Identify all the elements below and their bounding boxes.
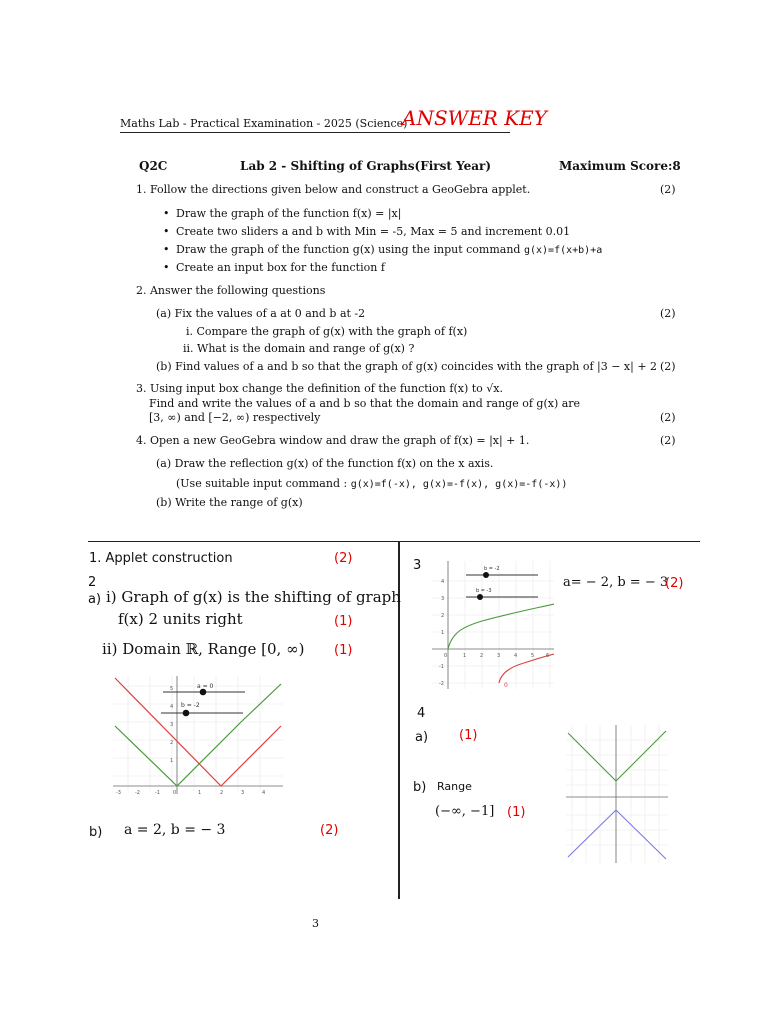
a4-b-answer: (−∞, −1] xyxy=(435,804,495,819)
q1-bullet-1: • Draw the graph of the function f(x) = |x| xyxy=(176,207,401,220)
graph-3-xtick: 4 xyxy=(514,653,518,659)
q3-line2: Find and write the values of a and b so that the domain and range of g(x) are xyxy=(149,397,581,410)
graph-4-reflection xyxy=(566,725,668,863)
graph-3-slider-bottom-handle xyxy=(477,594,483,600)
q1-bullet-3: • Draw the graph of the function g(x) using the input command g(x)=f(x+b)+a xyxy=(176,243,602,256)
graph-1-xtick: 1 xyxy=(198,790,202,796)
a3-answer: a= − 2, b = − 3 xyxy=(563,575,669,590)
a4-b-label: Range xyxy=(437,780,472,793)
q2a-score: (2) xyxy=(660,307,676,320)
graph-3-ytick: -1 xyxy=(439,664,444,670)
graph-1-xtick: 4 xyxy=(262,790,266,796)
graph-1-ytick: 4 xyxy=(170,704,174,710)
a4-number: 4 xyxy=(417,706,426,721)
answer-divider-horizontal xyxy=(88,541,700,542)
graph-3-point-label: 0 xyxy=(504,682,508,689)
q2-text: 2. Answer the following questions xyxy=(136,284,326,297)
graph-1-xtick: -2 xyxy=(135,790,140,796)
q4-text: 4. Open a new GeoGebra window and draw the graph of f(x) = |x| + 1. xyxy=(136,434,530,447)
q4b-text: (b) Write the range of g(x) xyxy=(156,496,303,509)
a2-number: 2 xyxy=(88,575,97,590)
q4a-cmd: (Use suitable input command : g(x)=f(-x), g(x)=-f(x), g(x)=-f(-x)) xyxy=(176,477,568,490)
graph-3-ytick: 1 xyxy=(441,630,445,636)
graph-1-f-line xyxy=(115,684,281,786)
graph-4-f-line xyxy=(568,731,666,781)
page-number: 3 xyxy=(312,917,319,930)
a2-i-line2: f(x) 2 units right xyxy=(118,610,243,628)
graph-1-xtick: 2 xyxy=(220,790,224,796)
q3-score: (2) xyxy=(660,411,676,424)
graph-3-xtick: 1 xyxy=(463,653,467,659)
graph-4-g-line xyxy=(568,810,666,859)
graph-3-xtick: 6 xyxy=(546,653,550,659)
graph-1-ytick: 2 xyxy=(170,740,174,746)
a4-part-a: a) xyxy=(415,730,429,745)
graph-3-slider-bottom-label: b = -3 xyxy=(476,588,492,594)
graph-3-slider-top-handle xyxy=(483,572,489,578)
a2-i-score: (1) xyxy=(334,614,353,629)
graph-3-xtick: 0 xyxy=(444,653,448,659)
a3-number: 3 xyxy=(413,558,422,573)
graph-3-ytick: -2 xyxy=(439,681,444,687)
a3-score: (2) xyxy=(665,576,684,591)
graph-1-xtick: 0 xyxy=(173,790,177,796)
a4-b-score: (1) xyxy=(507,805,526,820)
q2a-ii: ii. What is the domain and range of g(x) ? xyxy=(183,342,415,355)
a1-label: 1. Applet construction xyxy=(89,551,233,566)
graph-3-xtick: 3 xyxy=(497,653,501,659)
header-underline xyxy=(120,132,510,133)
graph-3-f-curve xyxy=(448,604,554,649)
graph-1-g-line xyxy=(115,678,281,786)
graph-3-sqrt-shift xyxy=(432,561,554,689)
q2b-text: (b) Find values of a and b so that the graph of g(x) coincides with the graph of |3 − x| + 2 xyxy=(156,360,658,373)
graph-1-slider-a-label: a = 0 xyxy=(197,683,214,690)
a2-i-line1: i) Graph of g(x) is the shifting of graph xyxy=(106,588,401,606)
lab-title: Lab 2 - Shifting of Graphs(First Year) xyxy=(240,159,492,173)
graph-3-xtick: 2 xyxy=(480,653,484,659)
q1-score: (2) xyxy=(660,183,676,196)
graph-3-ytick: 2 xyxy=(441,613,445,619)
a4-part-b: b) xyxy=(413,780,427,795)
graph-1-ytick: 1 xyxy=(170,758,174,764)
graph-3-xtick: 5 xyxy=(531,653,535,659)
q2a-i: i. Compare the graph of g(x) with the graph of f(x) xyxy=(186,325,468,338)
exam-title: Maths Lab - Practical Examination - 2025 (Science) xyxy=(120,117,408,130)
a2-b-answer: a = 2, b = − 3 xyxy=(124,822,226,838)
a2-part-a: a) xyxy=(88,592,102,607)
q2a-text: (a) Fix the values of a at 0 and b at -2 xyxy=(156,307,366,320)
q1-text: 1. Follow the directions given below and construct a GeoGebra applet. xyxy=(136,183,531,196)
graph-3-slider-top-label: b = -2 xyxy=(484,566,500,572)
q3-line1: 3. Using input box change the definition of the function f(x) to √x. xyxy=(136,382,503,395)
graph-1-ytick: 3 xyxy=(170,722,174,728)
max-score: Maximum Score:8 xyxy=(559,159,681,173)
graph-1-ytick: 5 xyxy=(170,686,174,692)
graph-3-ytick: 3 xyxy=(441,596,445,602)
a2-part-b: b) xyxy=(89,825,103,840)
a2-ii: ii) Domain ℝ, Range [0, ∞) xyxy=(102,640,305,658)
a1-score: (2) xyxy=(334,551,353,566)
q1-bullet-2: • Create two sliders a and b with Min = -5, Max = 5 and increment 0.01 xyxy=(176,225,570,238)
q4a-text: (a) Draw the reflection g(x) of the function f(x) on the x axis. xyxy=(156,457,494,470)
answer-key-label: ANSWER KEY xyxy=(402,106,547,130)
q1-bullet-4: • Create an input box for the function f xyxy=(176,261,385,274)
q4-score: (2) xyxy=(660,434,676,447)
graph-3-ytick: 4 xyxy=(441,579,445,585)
q3-line3: [3, ∞) and [−2, ∞) respectively xyxy=(149,411,321,424)
q2b-score: (2) xyxy=(660,360,676,373)
graph-1-xtick: -3 xyxy=(116,790,121,796)
graph-1-xtick: 3 xyxy=(241,790,245,796)
graph-1-xtick: -1 xyxy=(155,790,160,796)
graph-1-slider-b-label: b = -2 xyxy=(181,702,200,709)
a4-a-score: (1) xyxy=(459,728,478,743)
graph-1-abs-shift xyxy=(113,676,283,802)
graph-1-slider-b-handle xyxy=(183,710,190,717)
a2-ii-score: (1) xyxy=(334,643,353,658)
question-code: Q2C xyxy=(139,159,168,173)
a2-b-score: (2) xyxy=(320,823,339,838)
